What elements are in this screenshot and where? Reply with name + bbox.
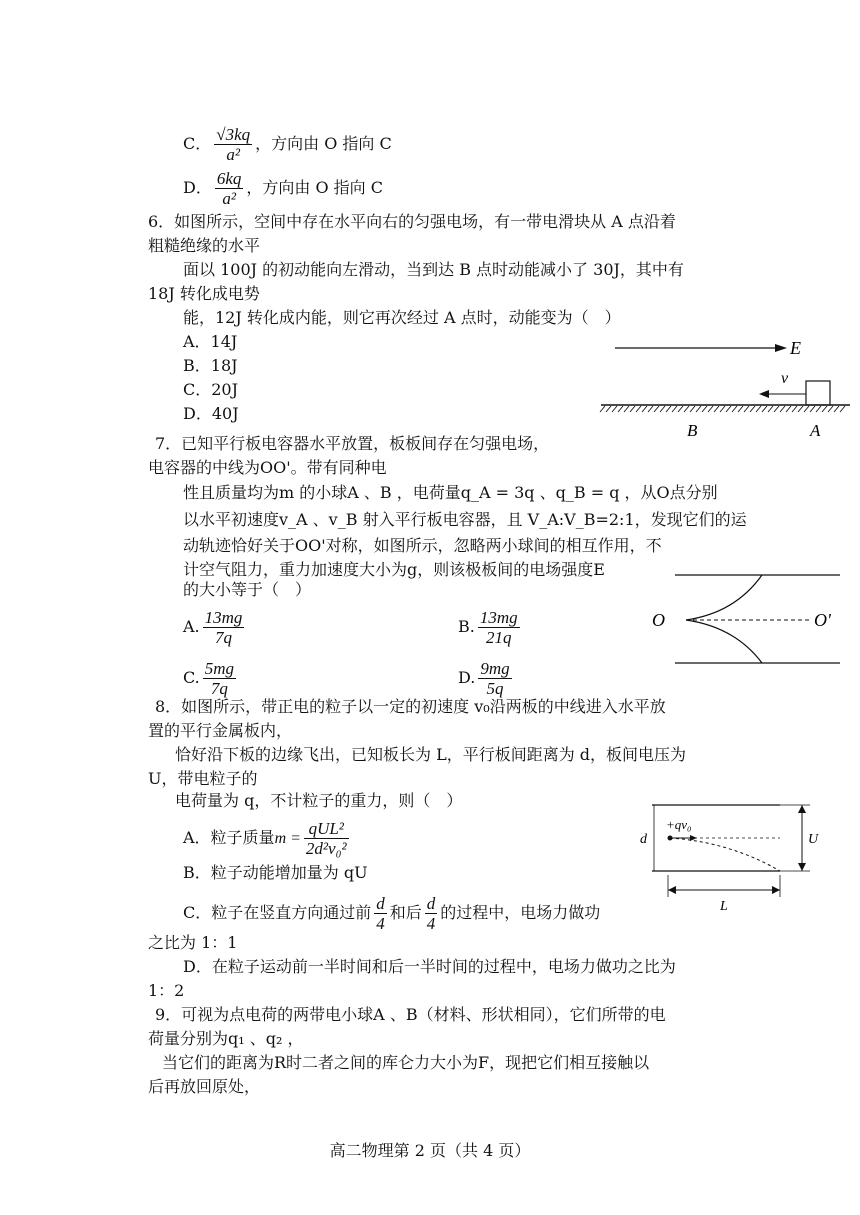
q6-option-c: C．20J: [183, 380, 239, 399]
hatch-mark: [618, 406, 623, 412]
q6-option-b: B．18J: [183, 356, 238, 375]
q7-option-a: [183, 609, 247, 646]
hatch-mark: [798, 406, 803, 412]
numerator: 13mg: [204, 608, 243, 627]
q7-line-2: 电容器的中线为OO'。带有同种电: [148, 458, 387, 477]
q6-option-a: A．14J: [183, 332, 238, 351]
label-v: v: [781, 370, 789, 387]
hatch-mark: [624, 406, 629, 412]
option-text: C．粒子在竖直方向通过前: [183, 903, 372, 922]
q6-line-3: 面以 100J 的初动能向左滑动，当到达 B 点时动能减小了 30J，其中有: [183, 260, 684, 279]
q8-option-b: B．粒子动能增加量为 qU: [183, 863, 368, 882]
hatch-mark: [822, 406, 827, 412]
label-u: U: [808, 832, 819, 847]
hatch-mark: [678, 406, 683, 412]
q8-option-c-cont: 之比为 1：1: [148, 933, 238, 952]
hatch-mark: [834, 406, 839, 412]
fraction: [203, 660, 236, 697]
arrow-head-icon: [775, 344, 787, 352]
q9-line-3: 当它们的距离为R时二者之间的库仑力大小为F，现把它们相互接触以: [162, 1053, 650, 1072]
label-e: E: [790, 338, 801, 358]
q7-line-6: 计空气阻力，重力加速度大小为g，则该极板间的电场强度E: [183, 560, 605, 579]
q8-line-3: 恰好沿下板的边缘飞出，已知板长为 L，平行板间距离为 d，板间电压为: [175, 745, 687, 764]
hatch-mark: [792, 406, 797, 412]
fraction: [478, 660, 511, 697]
numerator: 5mg: [204, 659, 235, 678]
q7-line-1: 7．已知平行板电容器水平放置，板板间存在匀强电场，: [155, 434, 550, 453]
q6-option-d: D．40J: [183, 404, 239, 423]
hatch-mark: [804, 406, 809, 412]
hatch-mark: [600, 406, 605, 412]
label-qv0: +qv₀: [666, 817, 692, 832]
hatch-mark: [642, 406, 647, 412]
formula-lhs: m =: [274, 830, 301, 847]
q9-line-4: 后再放回原处，: [148, 1077, 261, 1096]
label-l: L: [720, 899, 728, 914]
hatch-mark: [768, 406, 773, 412]
option-text: 的过程中，电场力做功: [440, 903, 601, 922]
fraction: [203, 609, 245, 646]
q7-figure: [640, 565, 850, 675]
numerator: 6kq: [216, 169, 242, 188]
q6-line-4: 18J 转化成电势: [148, 284, 260, 303]
denominator: 4: [426, 914, 436, 933]
q9-line-1: 9．可视为点电荷的两带电小球A 、B（材料、形状相同），它们所带的电: [155, 1005, 666, 1024]
hatch-mark: [654, 406, 659, 412]
label-a: A: [810, 421, 821, 440]
q8-option-c: [183, 895, 600, 932]
option-label: A．粒子质量: [183, 828, 275, 847]
q8-line-1: 8．如图所示，带正电的粒子以一定的初速度 v₀沿两板的中线进入水平放: [155, 697, 666, 716]
hatch-mark: [630, 406, 635, 412]
option-label: B.: [458, 617, 475, 636]
q5-option-d: [183, 170, 383, 207]
numerator: d: [376, 894, 385, 913]
hatch-mark: [750, 406, 755, 412]
label-o: O: [652, 610, 665, 630]
denominator: 21q: [478, 627, 520, 646]
option-text: ，方向由 O 指向 C: [246, 178, 384, 197]
numerator: √3kq: [216, 125, 251, 144]
hatch-mark: [756, 406, 761, 412]
label-o-prime: O': [814, 610, 831, 630]
arrow-head-icon: [798, 805, 806, 813]
q5-option-c: [183, 126, 392, 163]
q7-option-b: [458, 609, 523, 646]
denominator: 7q: [203, 627, 245, 646]
q6-line-1: 6．如图所示，空间中存在水平向右的匀强电场，有一带电滑块从 A 点沿着: [148, 212, 676, 231]
hatch-mark: [816, 406, 821, 412]
q7-option-c: [183, 660, 239, 697]
ground-hatch: [600, 406, 845, 412]
hatch-mark: [684, 406, 689, 412]
hatch-mark: [666, 406, 671, 412]
arrow-head-icon: [798, 863, 806, 871]
fraction: [304, 820, 349, 857]
fraction: [374, 895, 387, 932]
hatch-mark: [786, 406, 791, 412]
hatch-mark: [708, 406, 713, 412]
option-label: D．: [183, 178, 212, 197]
q7-line-4: 以水平初速度v_A 、v_B 射入平行板电容器，且 V_A:V_B=2:1，发现它们的运: [183, 510, 747, 529]
hatch-mark: [738, 406, 743, 412]
hatch-mark: [726, 406, 731, 412]
q8-line-2: 置的平行金属板内，: [148, 721, 293, 740]
q6-figure: [595, 330, 855, 445]
q9-line-2: 荷量分别为q₁ 、q₂ ，: [148, 1029, 304, 1048]
q6-line-2: 粗糙绝缘的水平: [148, 236, 261, 255]
hatch-mark: [810, 406, 815, 412]
hatch-mark: [696, 406, 701, 412]
hatch-mark: [774, 406, 779, 412]
q7-line-3: 性且质量均为m 的小球A 、B ，电荷量q_A = 3q 、q_B = q ，从O点分别: [183, 483, 718, 502]
q8-option-d: D．在粒子运动前一半时间和后一半时间的过程中，电场力做功之比为: [183, 957, 676, 976]
hatch-mark: [648, 406, 653, 412]
hatch-mark: [672, 406, 677, 412]
hatch-mark: [660, 406, 665, 412]
numerator: 13mg: [479, 608, 518, 627]
fraction: [215, 170, 244, 207]
hatch-mark: [636, 406, 641, 412]
q7-line-5: 动轨迹恰好关于OO'对称，如图所示，忽略两小球间的相互作用，不: [183, 536, 662, 555]
slider-block: [806, 381, 830, 405]
hatch-mark: [612, 406, 617, 412]
q8-figure: [630, 795, 830, 915]
hatch-mark: [762, 406, 767, 412]
trajectory-lower: [686, 620, 762, 663]
q6-line-5: 能，12J 转化成内能，则它再次经过 A 点时，动能变为（ ）: [183, 308, 621, 327]
q8-line-5: 电荷量为 q，不计粒子的重力，则（ ）: [175, 791, 463, 810]
fraction: [425, 895, 438, 932]
trajectory: [670, 838, 780, 871]
hatch-mark: [702, 406, 707, 412]
option-label: C.: [183, 668, 200, 687]
fraction: [478, 609, 520, 646]
numerator: d: [426, 894, 436, 913]
hatch-mark: [744, 406, 749, 412]
hatch-mark: [780, 406, 785, 412]
hatch-mark: [828, 406, 833, 412]
arrow-head-icon: [772, 886, 780, 894]
q7-option-d: [458, 660, 515, 697]
hatch-mark: [732, 406, 737, 412]
q8-option-a: [183, 820, 352, 857]
denominator: 2d²v₀²: [305, 839, 347, 858]
hatch-mark: [606, 406, 611, 412]
arrow-head-icon: [759, 390, 769, 398]
denominator: 5q: [478, 678, 511, 697]
page-footer: 高二物理第 2 页（共 4 页）: [329, 1141, 531, 1160]
denominator: 7q: [203, 678, 236, 697]
hatch-mark: [714, 406, 719, 412]
option-text: ，方向由 O 指向 C: [255, 134, 392, 153]
label-b: B: [687, 421, 698, 440]
option-text: 和后: [389, 903, 422, 922]
fraction: [214, 126, 252, 163]
trajectory-upper: [686, 575, 762, 620]
hatch-mark: [840, 406, 845, 412]
hatch-mark: [690, 406, 695, 412]
option-label: D.: [458, 668, 476, 687]
hatch-mark: [720, 406, 725, 412]
q7-line-7: 的大小等于（ ）: [183, 580, 312, 599]
numerator: 9mg: [480, 659, 510, 678]
q8-line-4: U，带电粒子的: [148, 769, 258, 788]
numerator: qUL²: [308, 819, 344, 838]
q8-option-d-cont: 1：2: [148, 981, 185, 1000]
option-label: C．: [183, 134, 212, 153]
denominator: 4: [376, 914, 385, 933]
denominator: a²: [214, 144, 252, 163]
denominator: a²: [215, 188, 244, 207]
arrow-head-icon: [690, 835, 697, 841]
arrow-head-icon: [668, 886, 676, 894]
option-label: A.: [183, 617, 200, 636]
label-d: d: [640, 832, 647, 847]
